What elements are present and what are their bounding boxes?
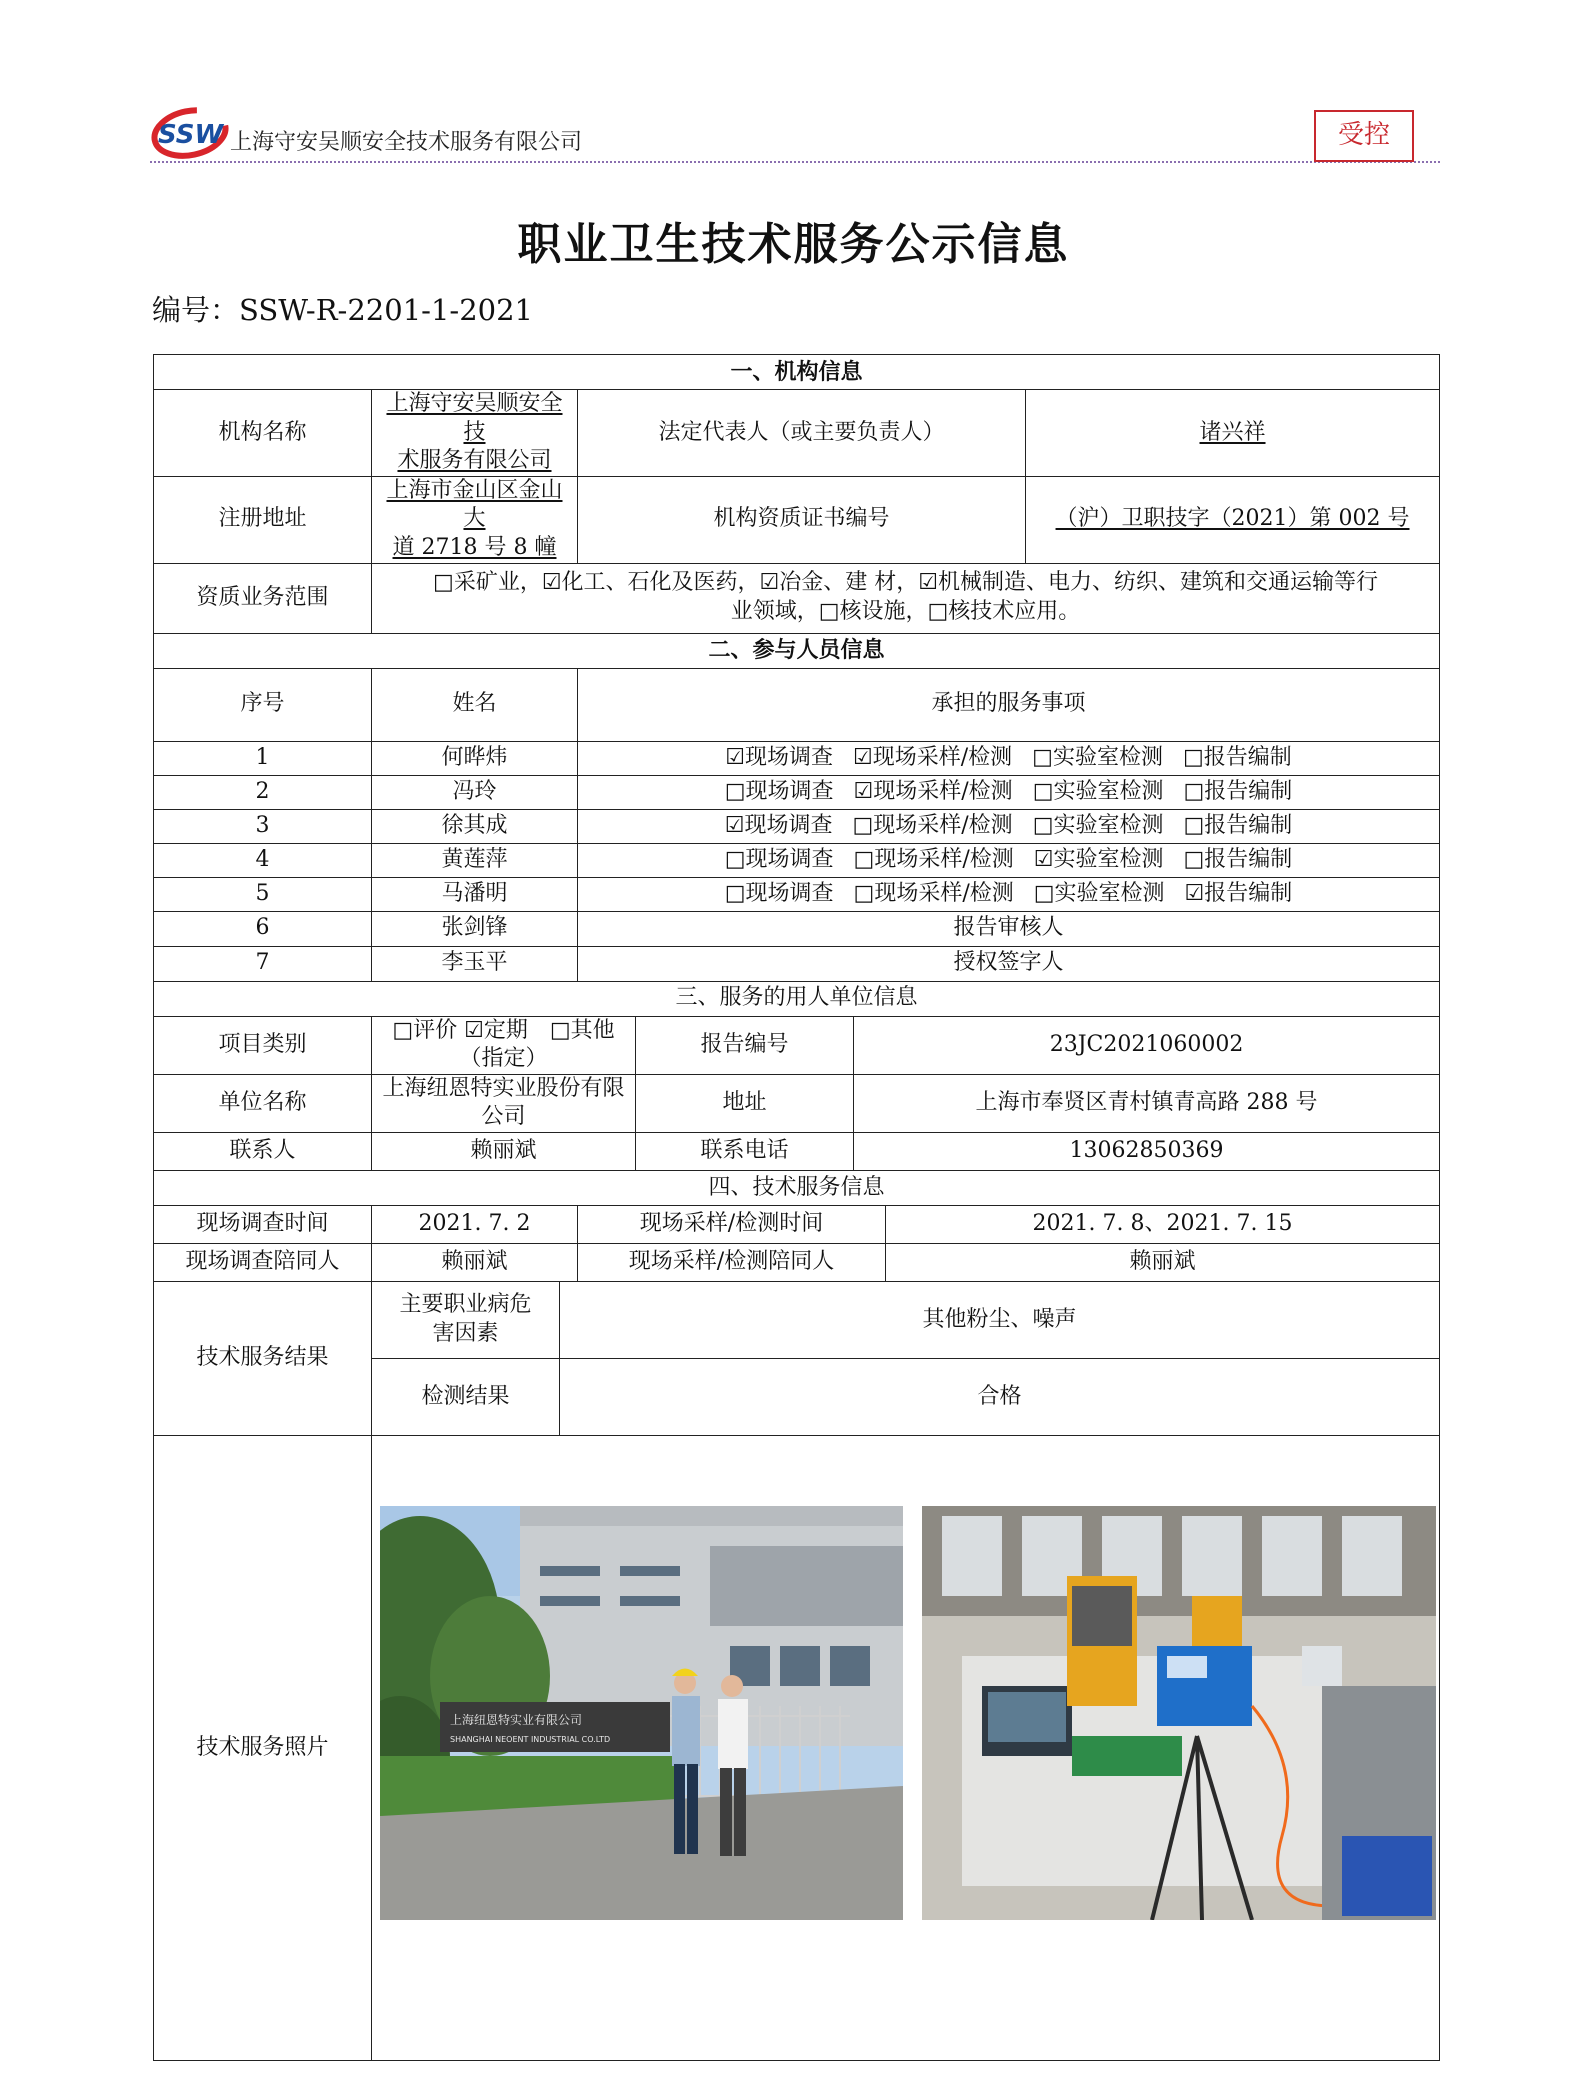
phone-label: 联系电话 <box>636 1132 854 1170</box>
scope-line1: □采矿业，☑化工、石化及医药，☑冶金、建 材，☑机械制造、电力、纺织、建筑和交通运输等行 <box>433 570 1378 596</box>
page-header <box>150 95 1440 165</box>
address-label: 注册地址 <box>154 476 372 563</box>
person-name: 何晔炜 <box>372 741 578 775</box>
person-name: 黄莲萍 <box>372 843 578 877</box>
table-row <box>154 775 1440 809</box>
section-service-heading: 四、技术服务信息 <box>154 1170 1440 1205</box>
section-employer-heading: 三、服务的用人单位信息 <box>154 981 1440 1016</box>
org-name-label: 机构名称 <box>154 390 372 477</box>
contact-value: 赖丽斌 <box>372 1132 636 1170</box>
duty-sampling: □现场采样/检测 <box>853 880 1014 906</box>
svg-text:SSW: SSW <box>158 120 224 150</box>
duty-report: □报告编制 <box>1183 812 1293 838</box>
survey-time-value: 2021. 7. 2 <box>372 1205 578 1243</box>
unit-address-label: 地址 <box>636 1074 854 1132</box>
person-no: 6 <box>154 911 372 946</box>
hazard-value: 其他粉尘、噪声 <box>560 1281 1440 1358</box>
disclosure-form-table <box>153 354 1440 2061</box>
section-personnel-heading: 二、参与人员信息 <box>154 633 1440 668</box>
person-duties <box>578 843 1440 877</box>
duty-report: ☑报告编制 <box>1184 880 1293 906</box>
person-duties <box>578 809 1440 843</box>
person-name: 张剑锋 <box>372 911 578 946</box>
legal-rep-value: 诸兴祥 <box>1026 390 1440 477</box>
unit-address-value: 上海市奉贤区青村镇青高路 288 号 <box>854 1074 1440 1132</box>
duty-lab: □实验室检测 <box>1032 778 1164 804</box>
sampling-escort-label: 现场采样/检测陪同人 <box>578 1243 886 1281</box>
hazard-label: 主要职业病危 害因素 <box>372 1281 560 1358</box>
person-name: 李玉平 <box>372 946 578 981</box>
col-header-name: 姓名 <box>372 668 578 741</box>
duty-report: □报告编制 <box>1183 778 1293 804</box>
sampling-time-label: 现场采样/检测时间 <box>578 1205 886 1243</box>
address-value <box>372 476 578 563</box>
unit-name-label: 单位名称 <box>154 1074 372 1132</box>
duty-survey: □现场调查 <box>724 778 834 804</box>
sampling-time-value: 2021. 7. 8、2021. 7. 15 <box>886 1205 1440 1243</box>
photos-label: 技术服务照片 <box>154 1435 372 2060</box>
table-row <box>154 911 1440 946</box>
duty-sampling: □现场采样/检测 <box>852 812 1013 838</box>
duty-lab: □实验室检测 <box>1032 812 1164 838</box>
table-row <box>154 809 1440 843</box>
duty-sampling: □现场采样/检测 <box>853 846 1014 872</box>
person-no: 1 <box>154 741 372 775</box>
document-number: 编号：SSW-R-2201-1-2021 <box>152 293 534 327</box>
person-no: 5 <box>154 877 372 911</box>
duty-survey: □现场调查 <box>724 880 834 906</box>
org-name-line2: 术服务有限公司 <box>397 448 552 474</box>
legal-rep-label: 法定代表人（或主要负责人） <box>578 390 1026 477</box>
person-no: 4 <box>154 843 372 877</box>
survey-escort-value: 赖丽斌 <box>372 1243 578 1281</box>
svg-text:上海纽恩特实业有限公司: 上海纽恩特实业有限公司 <box>450 1712 583 1727</box>
scope-line2: 业领域，□核设施，□核技术应用。 <box>730 599 1081 625</box>
duty-sampling: ☑现场采样/检测 <box>853 778 1013 804</box>
duty-lab: ☑实验室检测 <box>1033 846 1164 872</box>
survey-time-label: 现场调查时间 <box>154 1205 372 1243</box>
report-no-value: 23JC2021060002 <box>854 1016 1440 1074</box>
company-logo <box>150 99 230 159</box>
person-no: 3 <box>154 809 372 843</box>
person-name: 徐其成 <box>372 809 578 843</box>
duty-survey: □现场调查 <box>724 846 834 872</box>
project-type-label: 项目类别 <box>154 1016 372 1074</box>
table-row <box>154 741 1440 775</box>
page-title: 职业卫生技术服务公示信息 <box>517 219 1070 270</box>
person-name: 冯玲 <box>372 775 578 809</box>
sampling-escort-value: 赖丽斌 <box>886 1243 1440 1281</box>
duty-sampling: ☑现场采样/检测 <box>853 744 1013 770</box>
col-header-duty: 承担的服务事项 <box>578 668 1440 741</box>
test-result-label: 检测结果 <box>372 1358 560 1435</box>
scope-label: 资质业务范围 <box>154 563 372 633</box>
duty-lab: □实验室检测 <box>1033 880 1165 906</box>
person-role: 授权签字人 <box>578 946 1440 981</box>
test-result-value: 合格 <box>560 1358 1440 1435</box>
contact-label: 联系人 <box>154 1132 372 1170</box>
svg-text:SHANGHAI NEOENT INDUSTRIAL CO.: SHANGHAI NEOENT INDUSTRIAL CO.LTD <box>450 1734 611 1744</box>
duty-report: □报告编制 <box>1183 846 1293 872</box>
cert-value: （沪）卫职技字（2021）第 002 号 <box>1026 476 1440 563</box>
person-name: 马潘明 <box>372 877 578 911</box>
duty-lab: □实验室检测 <box>1032 744 1163 770</box>
table-row <box>154 946 1440 981</box>
cert-label: 机构资质证书编号 <box>578 476 1026 563</box>
address-line1: 上海市金山区金山大 <box>386 477 563 532</box>
phone-value: 13062850369 <box>854 1132 1440 1170</box>
person-duties <box>578 775 1440 809</box>
address-line2: 道 2718 号 8 幢 <box>392 534 557 560</box>
unit-name-value: 上海纽恩特实业股份有限公司 <box>372 1074 636 1132</box>
duty-survey: ☑现场调查 <box>725 744 834 770</box>
person-no: 2 <box>154 775 372 809</box>
result-label: 技术服务结果 <box>154 1281 372 1435</box>
survey-escort-label: 现场调查陪同人 <box>154 1243 372 1281</box>
section-org-info-heading: 一、机构信息 <box>154 355 1440 390</box>
org-name-line1: 上海守安吴顺安全技 <box>386 391 563 445</box>
table-row <box>154 877 1440 911</box>
controlled-stamp: 受控 <box>1314 110 1414 162</box>
person-no: 7 <box>154 946 372 981</box>
person-role: 报告审核人 <box>578 911 1440 946</box>
company-header-name: 上海守安吴顺安全技术服务有限公司 <box>230 130 583 155</box>
photos-cell <box>372 1435 1440 2060</box>
site-photo-workshop <box>922 1506 1436 1920</box>
scope-value <box>372 563 1440 633</box>
header-divider <box>150 161 1440 163</box>
duty-survey: ☑现场调查 <box>724 812 833 838</box>
site-photo-gate <box>380 1506 903 1920</box>
col-header-no: 序号 <box>154 668 372 741</box>
person-duties <box>578 741 1440 775</box>
project-type-value: □评价 ☑定期 □其他（指定） <box>372 1016 636 1074</box>
org-name-value <box>372 390 578 477</box>
duty-report: □报告编制 <box>1182 744 1292 770</box>
table-row <box>154 843 1440 877</box>
report-no-label: 报告编号 <box>636 1016 854 1074</box>
person-duties <box>578 877 1440 911</box>
